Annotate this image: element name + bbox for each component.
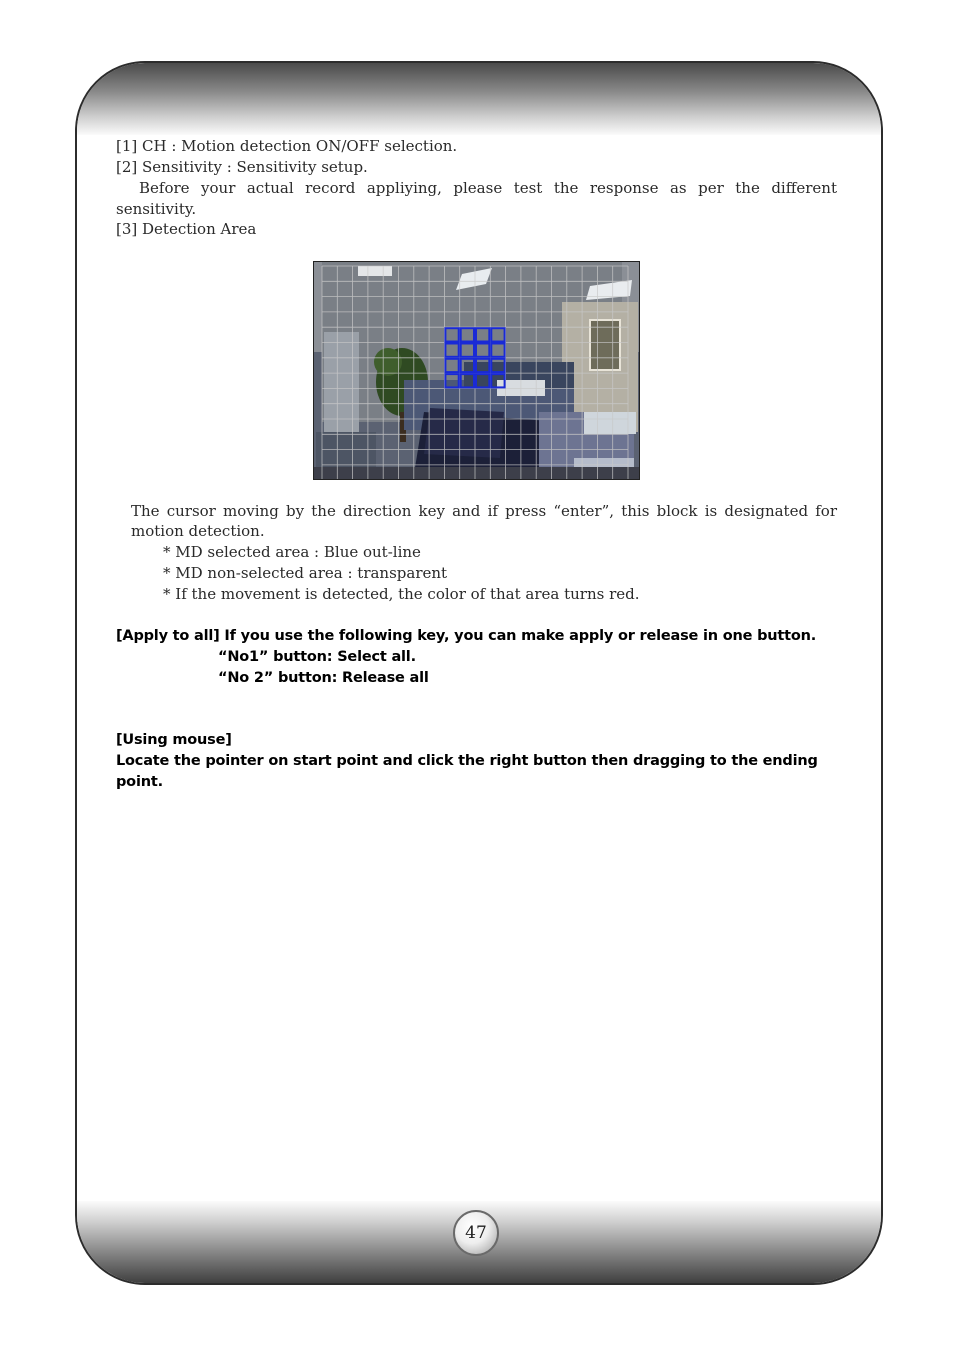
using-mouse-heading: [Using mouse] — [116, 732, 232, 748]
item-detection-area: [3] Detection Area — [116, 220, 257, 238]
office-camera-scene — [314, 262, 640, 480]
item-sensitivity: [2] Sensitivity : Sensitivity setup. — [116, 158, 368, 176]
apply-all-line: [Apply to all] If you use the following key, you can make apply or release in one button. — [116, 628, 817, 644]
using-mouse-line2: point. — [116, 774, 163, 790]
cursor-text-line2: motion detection. — [131, 522, 265, 540]
cursor-text-line1: The cursor moving by the direction key and if press “enter”, this block is designated for — [131, 502, 837, 520]
page-number-badge — [453, 1210, 499, 1256]
sensitivity-note-line1: Before your actual record appliying, please test the response as per the different — [139, 179, 837, 197]
detection-area-screenshot — [313, 261, 640, 480]
bullet-movement-detected: * If the movement is detected, the color of that area turns red. — [163, 585, 640, 603]
apply-all-no2: “No 2” button: Release all — [218, 670, 429, 686]
apply-all-no1: “No1” button: Select all. — [218, 649, 416, 665]
sensitivity-note-line2: sensitivity. — [116, 200, 197, 218]
page-frame — [75, 61, 883, 1285]
header-band — [77, 63, 881, 135]
item-ch: [1] CH : Motion detection ON/OFF selection. — [116, 137, 458, 155]
bullet-non-selected-area: * MD non-selected area : transparent — [163, 564, 448, 582]
page-number: 47 — [465, 1223, 487, 1243]
bullet-selected-area: * MD selected area : Blue out-line — [163, 543, 421, 561]
using-mouse-line1: Locate the pointer on start point and click the right button then dragging to the ending — [116, 753, 818, 769]
